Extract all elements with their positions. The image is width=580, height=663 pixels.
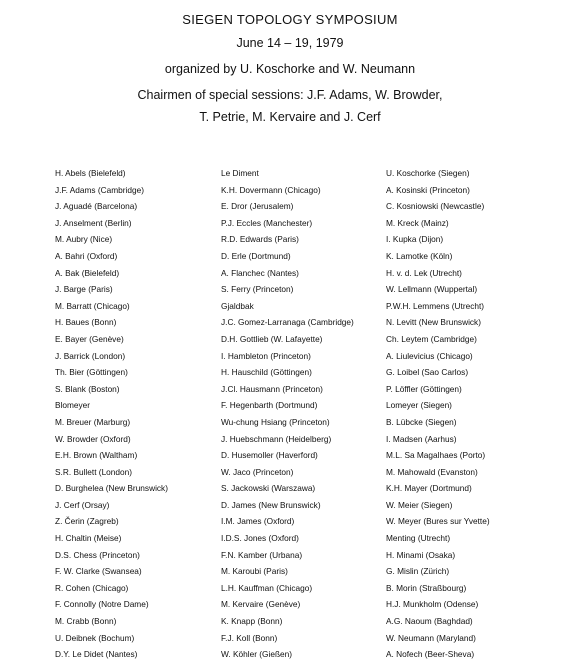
participant-name: H. Hauschild (Göttingen) bbox=[221, 367, 312, 378]
participant-name: A. Kosinski (Princeton) bbox=[386, 184, 470, 195]
participant-name: F. W. Clarke (Swansea) bbox=[55, 566, 142, 577]
chairmen-line-1: Chairmen of special sessions: J.F. Adams, W. Browder, bbox=[137, 88, 443, 102]
symposium-dates: June 14 – 19, 1979 bbox=[236, 36, 344, 50]
participant-name: F. Connolly (Notre Dame) bbox=[55, 599, 149, 610]
participant-name: E. Bayer (Genève) bbox=[55, 333, 124, 344]
participant-name: M. Breuer (Marburg) bbox=[55, 416, 131, 427]
participant-name: W. Lellmann (Wuppertal) bbox=[386, 284, 478, 295]
organizers-line: organized by U. Koschorke and W. Neumann bbox=[164, 62, 416, 76]
participant-name: K.H. Dovermann (Chicago) bbox=[221, 184, 321, 195]
participant-name: K. Knapp (Bonn) bbox=[221, 616, 283, 627]
participant-name: K. Lamotke (Köln) bbox=[386, 250, 453, 261]
participant-name: M. Kreck (Mainz) bbox=[386, 217, 449, 228]
participant-name: J.Cl. Hausmann (Princeton) bbox=[221, 383, 323, 394]
participant-name: W. Neumann (Maryland) bbox=[386, 632, 476, 643]
participant-name: K.H. Mayer (Dortmund) bbox=[386, 483, 472, 494]
participants-column-2 bbox=[221, 165, 386, 663]
participant-name: Le Diment bbox=[221, 168, 259, 178]
participant-name: Ch. Leytem (Cambridge) bbox=[386, 333, 477, 344]
participant-name: M.L. Sa Magalhaes (Porto) bbox=[386, 450, 486, 461]
participant-name: F.N. Kamber (Urbana) bbox=[221, 549, 303, 560]
chairmen-line-2: T. Petrie, M. Kervaire and J. Cerf bbox=[199, 110, 381, 124]
participant-name: A.G. Naoum (Baghdad) bbox=[386, 616, 473, 627]
participant-name: A. Bak (Bielefeld) bbox=[55, 267, 120, 278]
participant-name: S. Jackowski (Warszawa) bbox=[221, 483, 316, 494]
participant-name: S. Blank (Boston) bbox=[55, 383, 120, 394]
participant-name: P.J. Eccles (Manchester) bbox=[221, 217, 313, 228]
participant-name: P. Löffler (Göttingen) bbox=[386, 383, 462, 394]
participant-name: Th. Bier (Göttingen) bbox=[55, 367, 128, 378]
participant-name: J. Barrick (London) bbox=[55, 350, 126, 361]
participant-name: E. Dror (Jerusalem) bbox=[221, 201, 294, 212]
participant-name: R.D. Edwards (Paris) bbox=[221, 234, 299, 245]
participant-name: J. Aguadé (Barcelona) bbox=[55, 201, 138, 212]
participant-name: M. Crabb (Bonn) bbox=[55, 616, 117, 627]
participant-name: M. Aubry (Nice) bbox=[55, 234, 113, 245]
participant-name: I. Madsen (Aarhus) bbox=[386, 433, 457, 444]
participant-name: I. Kupka (Dijon) bbox=[386, 234, 444, 245]
participant-name: Gjaldbak bbox=[221, 300, 254, 311]
participant-name: D.S. Chess (Princeton) bbox=[55, 549, 140, 560]
participant-name: A. Bahri (Oxford) bbox=[55, 250, 118, 261]
participant-name: Z. Čerin (Zagreb) bbox=[55, 516, 119, 527]
participant-name: H.J. Munkholm (Odense) bbox=[386, 599, 479, 610]
participants-column-3 bbox=[386, 165, 576, 663]
participant-name: R. Cohen (Chicago) bbox=[55, 582, 129, 593]
participant-name: J. Anselment (Berlin) bbox=[55, 217, 132, 228]
participant-name: P.W.H. Lemmens (Utrecht) bbox=[386, 300, 485, 311]
participant-name: H. Chaltin (Meise) bbox=[55, 533, 122, 544]
symposium-title: SIEGEN TOPOLOGY SYMPOSIUM bbox=[182, 12, 398, 27]
participant-name: G. Loibel (Sao Carlos) bbox=[386, 367, 469, 378]
participant-name: C. Kosniowski (Newcastle) bbox=[386, 201, 485, 212]
participant-name: J. Huebschmann (Heidelberg) bbox=[221, 433, 332, 444]
participant-name: B. Lübcke (Siegen) bbox=[386, 416, 457, 427]
participant-name: Lomeyer (Siegen) bbox=[386, 400, 452, 411]
participant-name: M. Karoubi (Paris) bbox=[221, 566, 288, 577]
participant-name: F. Hegenbarth (Dortmund) bbox=[221, 400, 318, 411]
participant-name: Menting (Utrecht) bbox=[386, 533, 451, 544]
participant-name: M. Barratt (Chicago) bbox=[55, 300, 130, 311]
participant-name: L.H. Kauffman (Chicago) bbox=[221, 582, 313, 593]
participant-name: G. Mislin (Zürich) bbox=[386, 566, 450, 577]
participant-name: D.Y. Le Didet (Nantes) bbox=[55, 649, 138, 660]
participant-name: A. Nofech (Beer-Sheva) bbox=[386, 649, 475, 660]
participant-name: U. Koschorke (Siegen) bbox=[386, 168, 470, 178]
participant-name: M. Mahowald (Evanston) bbox=[386, 466, 478, 477]
participant-name: W. Meier (Siegen) bbox=[386, 499, 453, 510]
participant-name: D. Husemoller (Haverford) bbox=[221, 450, 318, 461]
participant-name: B. Morin (Straßbourg) bbox=[386, 582, 467, 593]
participant-name: S. Ferry (Princeton) bbox=[221, 284, 294, 295]
participant-name: W. Browder (Oxford) bbox=[55, 433, 131, 444]
participant-name: H. Baues (Bonn) bbox=[55, 317, 117, 328]
participant-name: I.D.S. Jones (Oxford) bbox=[221, 533, 299, 544]
participant-name: W. Köhler (Gießen) bbox=[221, 649, 293, 660]
participant-name: D.H. Gottlieb (W. Lafayette) bbox=[221, 333, 323, 344]
participant-name: W. Meyer (Bures sur Yvette) bbox=[386, 516, 490, 527]
participant-name: H. Abels (Bielefeld) bbox=[55, 168, 126, 178]
participants-column-1 bbox=[55, 165, 215, 663]
participant-name: U. Deibnek (Bochum) bbox=[55, 632, 135, 643]
participant-name: H. v. d. Lek (Utrecht) bbox=[386, 267, 462, 278]
participant-name: M. Kervaire (Genève) bbox=[221, 599, 301, 610]
participant-name: D. James (New Brunswick) bbox=[221, 499, 321, 510]
participant-name: D. Erle (Dortmund) bbox=[221, 250, 291, 261]
participant-name: J. Barge (Paris) bbox=[55, 284, 113, 295]
participant-name: I. Hambleton (Princeton) bbox=[221, 350, 311, 361]
participant-name: J.F. Adams (Cambridge) bbox=[55, 184, 144, 195]
participant-name: N. Levitt (New Brunswick) bbox=[386, 317, 481, 328]
participant-name: E.H. Brown (Waltham) bbox=[55, 450, 138, 461]
participant-name: F.J. Koll (Bonn) bbox=[221, 632, 278, 643]
participant-name: I.M. James (Oxford) bbox=[221, 516, 295, 527]
participant-name: H. Minami (Osaka) bbox=[386, 549, 456, 560]
participant-name: Wu-chung Hsiang (Princeton) bbox=[221, 416, 330, 427]
participant-name: J. Cerf (Orsay) bbox=[55, 499, 110, 510]
participant-name: A. Flanchec (Nantes) bbox=[221, 267, 299, 278]
participant-name: J.C. Gomez-Larranaga (Cambridge) bbox=[221, 317, 354, 328]
participant-name: D. Burghelea (New Brunswick) bbox=[55, 483, 168, 494]
participant-name: W. Jaco (Princeton) bbox=[221, 466, 294, 477]
participant-name: A. Liulevicius (Chicago) bbox=[386, 350, 473, 361]
participant-name: Blomeyer bbox=[55, 400, 91, 411]
participant-name: S.R. Bullett (London) bbox=[55, 466, 133, 477]
